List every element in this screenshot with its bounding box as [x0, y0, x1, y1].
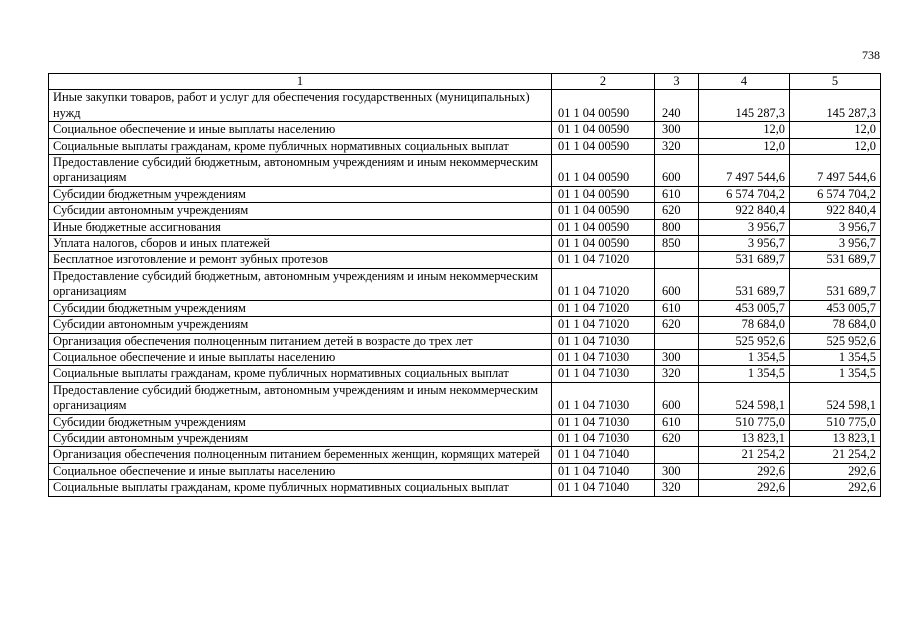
row-value-1: 292,6: [699, 463, 790, 479]
row-value-2: 21 254,2: [790, 447, 881, 463]
table-row: [49, 155, 881, 187]
row-name: Социальные выплаты гражданам, кроме публичных нормативных социальных выплат: [49, 480, 552, 496]
row-expense-type: 300: [655, 463, 699, 479]
budget-table: [48, 73, 881, 497]
table-row: [49, 366, 881, 382]
row-value-1: 524 598,1: [699, 382, 790, 414]
row-value-2: 510 775,0: [790, 414, 881, 430]
row-value-2: 292,6: [790, 480, 881, 496]
table-row: [49, 203, 881, 219]
row-code: 01 1 04 71020: [552, 317, 655, 333]
row-value-2: 12,0: [790, 138, 881, 154]
row-expense-type: 300: [655, 349, 699, 365]
row-value-1: 6 574 704,2: [699, 186, 790, 202]
row-expense-type: 610: [655, 414, 699, 430]
row-expense-type: [655, 252, 699, 268]
row-expense-type: 610: [655, 186, 699, 202]
row-value-2: 3 956,7: [790, 219, 881, 235]
row-value-2: 525 952,6: [790, 333, 881, 349]
table-row: [49, 317, 881, 333]
column-header-4: 4: [699, 74, 790, 90]
row-name: Субсидии автономным учреждениям: [49, 317, 552, 333]
row-value-1: 1 354,5: [699, 349, 790, 365]
row-name: Предоставление субсидий бюджетным, автономным учреждениям и иным некоммерческим организациям: [49, 155, 552, 187]
row-value-1: 453 005,7: [699, 300, 790, 316]
column-header-1: 1: [49, 74, 552, 90]
row-code: 01 1 04 00590: [552, 186, 655, 202]
table-row: [49, 90, 881, 122]
table-row: [49, 252, 881, 268]
row-expense-type: 600: [655, 268, 699, 300]
row-value-2: 145 287,3: [790, 90, 881, 122]
row-value-1: 3 956,7: [699, 219, 790, 235]
table-row: [49, 333, 881, 349]
row-value-1: 145 287,3: [699, 90, 790, 122]
row-name: Предоставление субсидий бюджетным, автономным учреждениям и иным некоммерческим организациям: [49, 268, 552, 300]
row-value-1: 525 952,6: [699, 333, 790, 349]
budget-table-body: [49, 74, 881, 497]
row-code: 01 1 04 71030: [552, 333, 655, 349]
row-expense-type: 620: [655, 317, 699, 333]
row-expense-type: 620: [655, 430, 699, 446]
row-name: Социальные выплаты гражданам, кроме публичных нормативных социальных выплат: [49, 138, 552, 154]
row-code: 01 1 04 00590: [552, 138, 655, 154]
row-code: 01 1 04 71030: [552, 430, 655, 446]
row-expense-type: [655, 333, 699, 349]
row-value-2: 531 689,7: [790, 252, 881, 268]
row-expense-type: 620: [655, 203, 699, 219]
row-expense-type: [655, 447, 699, 463]
row-code: 01 1 04 71020: [552, 252, 655, 268]
row-code: 01 1 04 71030: [552, 382, 655, 414]
row-expense-type: 610: [655, 300, 699, 316]
row-value-2: 6 574 704,2: [790, 186, 881, 202]
row-name: Предоставление субсидий бюджетным, автономным учреждениям и иным некоммерческим организациям: [49, 382, 552, 414]
row-name: Субсидии бюджетным учреждениям: [49, 414, 552, 430]
row-value-1: 12,0: [699, 122, 790, 138]
row-value-2: 453 005,7: [790, 300, 881, 316]
table-row: [49, 480, 881, 496]
row-value-1: 531 689,7: [699, 268, 790, 300]
row-value-2: 12,0: [790, 122, 881, 138]
row-value-1: 21 254,2: [699, 447, 790, 463]
table-row: [49, 463, 881, 479]
column-header-3: 3: [655, 74, 699, 90]
table-row: [49, 349, 881, 365]
row-name: Бесплатное изготовление и ремонт зубных протезов: [49, 252, 552, 268]
row-value-1: 1 354,5: [699, 366, 790, 382]
row-code: 01 1 04 00590: [552, 236, 655, 252]
row-expense-type: 850: [655, 236, 699, 252]
row-code: 01 1 04 71030: [552, 366, 655, 382]
row-name: Иные бюджетные ассигнования: [49, 219, 552, 235]
row-value-2: 3 956,7: [790, 236, 881, 252]
row-name: Субсидии бюджетным учреждениям: [49, 300, 552, 316]
row-expense-type: 800: [655, 219, 699, 235]
row-name: Организация обеспечения полноценным питанием беременных женщин, кормящих матерей: [49, 447, 552, 463]
row-value-2: 1 354,5: [790, 366, 881, 382]
row-value-1: 7 497 544,6: [699, 155, 790, 187]
row-code: 01 1 04 00590: [552, 203, 655, 219]
row-expense-type: 320: [655, 366, 699, 382]
row-value-2: 531 689,7: [790, 268, 881, 300]
table-row: [49, 186, 881, 202]
row-value-2: 922 840,4: [790, 203, 881, 219]
row-code: 01 1 04 71020: [552, 300, 655, 316]
row-name: Социальное обеспечение и иные выплаты населению: [49, 122, 552, 138]
row-value-1: 292,6: [699, 480, 790, 496]
row-code: 01 1 04 71020: [552, 268, 655, 300]
row-name: Социальное обеспечение и иные выплаты населению: [49, 463, 552, 479]
row-expense-type: 600: [655, 382, 699, 414]
row-code: 01 1 04 71030: [552, 349, 655, 365]
row-code: 01 1 04 00590: [552, 90, 655, 122]
row-value-2: 13 823,1: [790, 430, 881, 446]
table-row: [49, 382, 881, 414]
table-row: [49, 236, 881, 252]
table-row: [49, 414, 881, 430]
row-code: 01 1 04 71030: [552, 414, 655, 430]
table-row: [49, 430, 881, 446]
row-code: 01 1 04 00590: [552, 122, 655, 138]
page-number: 738: [862, 48, 880, 62]
row-value-1: 510 775,0: [699, 414, 790, 430]
column-header-5: 5: [790, 74, 881, 90]
row-name: Организация обеспечения полноценным питанием детей в возрасте до трех лет: [49, 333, 552, 349]
row-code: 01 1 04 00590: [552, 155, 655, 187]
row-value-2: 7 497 544,6: [790, 155, 881, 187]
row-value-1: 922 840,4: [699, 203, 790, 219]
row-expense-type: 600: [655, 155, 699, 187]
column-header-2: 2: [552, 74, 655, 90]
table-row: [49, 300, 881, 316]
row-value-2: 78 684,0: [790, 317, 881, 333]
row-value-1: 13 823,1: [699, 430, 790, 446]
row-value-1: 531 689,7: [699, 252, 790, 268]
row-value-2: 292,6: [790, 463, 881, 479]
row-name: Субсидии бюджетным учреждениям: [49, 186, 552, 202]
row-code: 01 1 04 71040: [552, 447, 655, 463]
row-expense-type: 240: [655, 90, 699, 122]
row-name: Субсидии автономным учреждениям: [49, 430, 552, 446]
row-code: 01 1 04 00590: [552, 219, 655, 235]
table-row: [49, 122, 881, 138]
row-name: Социальные выплаты гражданам, кроме публичных нормативных социальных выплат: [49, 366, 552, 382]
row-expense-type: 320: [655, 480, 699, 496]
table-row: [49, 219, 881, 235]
row-name: Социальное обеспечение и иные выплаты населению: [49, 349, 552, 365]
row-code: 01 1 04 71040: [552, 480, 655, 496]
row-value-2: 1 354,5: [790, 349, 881, 365]
table-header-row: [49, 74, 881, 90]
row-name: Иные закупки товаров, работ и услуг для обеспечения государственных (муниципальных) нужд: [49, 90, 552, 122]
row-name: Субсидии автономным учреждениям: [49, 203, 552, 219]
table-row: [49, 447, 881, 463]
row-value-1: 12,0: [699, 138, 790, 154]
row-value-2: 524 598,1: [790, 382, 881, 414]
row-expense-type: 320: [655, 138, 699, 154]
table-row: [49, 138, 881, 154]
table-row: [49, 268, 881, 300]
row-code: 01 1 04 71040: [552, 463, 655, 479]
row-name: Уплата налогов, сборов и иных платежей: [49, 236, 552, 252]
row-value-1: 78 684,0: [699, 317, 790, 333]
row-expense-type: 300: [655, 122, 699, 138]
row-value-1: 3 956,7: [699, 236, 790, 252]
